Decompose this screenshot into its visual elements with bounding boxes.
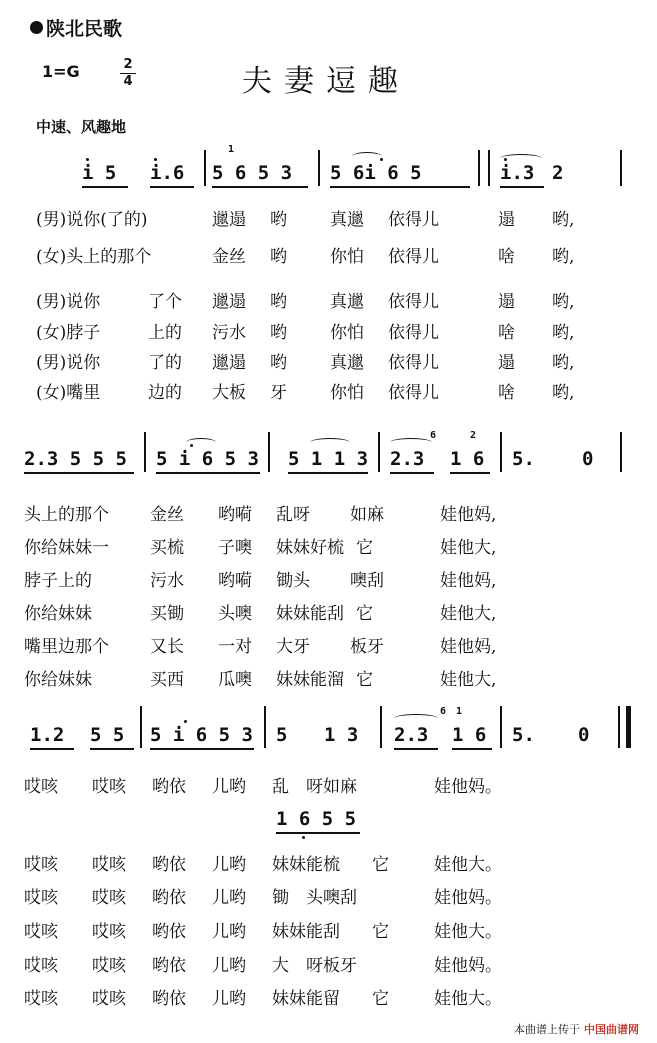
lyric-word: 哎咳 (92, 888, 126, 908)
bar-line (140, 706, 142, 748)
lyric-word: 遢 (498, 210, 515, 230)
high-dot (86, 158, 89, 161)
lyric-word: 妹妹能刮 (272, 922, 340, 942)
lyric-word: 它 (372, 922, 389, 942)
bar-line (620, 432, 622, 472)
lyric-word: 哟 (270, 323, 287, 343)
lyric-word: 哟, (552, 383, 575, 403)
lyric-word: 哎咳 (24, 956, 58, 976)
lyric-word: 又长 (150, 637, 184, 657)
lyric-word: 它 (356, 670, 373, 690)
lyric-word: 它 (356, 538, 373, 558)
notation-measure: 5 1 1 3 (288, 448, 369, 470)
lyric-word: 啥 (498, 383, 515, 403)
lyric-word: 买西 (150, 670, 184, 690)
underline (288, 472, 368, 474)
lyric-word: 娃他妈。 (434, 956, 502, 976)
lyric-word: 一对 (218, 637, 252, 657)
underline (394, 748, 438, 750)
notation-measure: 5 6 5 3 (212, 162, 293, 184)
lyric-word: 了个 (148, 292, 182, 312)
bar-line (144, 432, 146, 472)
notation-measure: i.6 (150, 162, 185, 184)
lyric-word: 娃他妈。 (434, 888, 502, 908)
notation-measure: i 5 (82, 162, 117, 184)
notation-line-2 (0, 432, 657, 476)
lyric-word: 邋遢 (212, 292, 246, 312)
lyric-word: 哟, (552, 323, 575, 343)
lyric-word: 依得儿 (388, 210, 439, 230)
lyric-word: 你怕 (330, 383, 364, 403)
lyric-word: 啥 (498, 247, 515, 267)
lyric-word: 你怕 (330, 323, 364, 343)
lyric-word: (女)嘴里 (36, 383, 101, 403)
notation-measure: 1.2 (30, 724, 65, 746)
lyric-word: 哎咳 (24, 777, 58, 797)
lyric-word: 如麻 (350, 505, 384, 525)
lyric-word: 娃他大。 (434, 855, 502, 875)
bar-line (264, 706, 266, 748)
lyric-word: 儿哟 (212, 888, 246, 908)
lyric-word: 妹妹能留 (272, 989, 340, 1009)
lyric-word: 儿哟 (212, 855, 246, 875)
lyric-word: 它 (372, 855, 389, 875)
lyric-word: 娃他大, (440, 604, 497, 624)
lyric-word: 它 (372, 989, 389, 1009)
lyric-word: 哎咳 (92, 922, 126, 942)
lyric-word: 遢 (498, 353, 515, 373)
lyric-word: 邋遢 (212, 353, 246, 373)
lyric-word: 哎咳 (24, 922, 58, 942)
lyric-word: 头上的那个 (24, 505, 109, 525)
lyric-word: 哎咳 (92, 989, 126, 1009)
lyric-word: 牙 (270, 383, 287, 403)
lyric-word: 哟, (552, 247, 575, 267)
bar-line (618, 706, 620, 748)
underline (330, 186, 470, 188)
slur (352, 152, 382, 161)
notation-measure: 2.3 (394, 724, 429, 746)
notation-measure: 2.3 (390, 448, 425, 470)
lyric-word: 娃他妈。 (434, 777, 502, 797)
song-origin: 陕北民歌 (30, 14, 122, 41)
lyric-word: 真邋 (330, 353, 364, 373)
lyric-word: 边的 (148, 383, 182, 403)
notation-measure: 0 (578, 724, 590, 746)
lyric-word: 你给妹妹 (24, 604, 92, 624)
lyric-word: 儿哟 (212, 777, 246, 797)
lyric-word: 脖子上的 (24, 571, 92, 591)
lyric-word: 邋遢 (212, 210, 246, 230)
lyric-word: 哟 (270, 353, 287, 373)
underline (90, 748, 134, 750)
lyric-word: 哟依 (152, 989, 186, 1009)
notation-line-3 (0, 706, 657, 752)
lyric-word: 妹妹能梳 (272, 855, 340, 875)
notation-line-1 (0, 144, 657, 190)
notation-measure: 1 6 5 5 (276, 808, 357, 830)
underline (276, 832, 360, 834)
lyric-word: 哎咳 (92, 956, 126, 976)
notation-measure: 5 i 6 5 3 (150, 724, 253, 746)
lyric-word: 哎咳 (24, 855, 58, 875)
lyric-word: 哟 (270, 210, 287, 230)
lyric-word: 你怕 (330, 247, 364, 267)
time-signature: 2 4 (120, 58, 136, 89)
tempo-marking: 中速、风趣地 (36, 118, 127, 136)
lyric-word: 哟依 (152, 922, 186, 942)
lyric-word: 呀如麻 (306, 777, 357, 797)
lyric-word: 哎咳 (24, 989, 58, 1009)
lyric-word: 娃他妈, (440, 571, 497, 591)
lyric-word: 金丝 (150, 505, 184, 525)
lyric-word: (男)说你 (36, 292, 101, 312)
lyric-word: 买梳 (150, 538, 184, 558)
lyric-word: (女)脖子 (36, 323, 101, 343)
final-bar-line (626, 706, 631, 748)
underline (150, 748, 254, 750)
lyric-word: 乱呀 (276, 505, 310, 525)
lyric-word: 哎咳 (92, 855, 126, 875)
notation-measure: 5 6i 6 5 (330, 162, 422, 184)
lyric-word: 儿哟 (212, 922, 246, 942)
lyric-word: 哟嗬 (218, 505, 252, 525)
lyric-word: 依得儿 (388, 247, 439, 267)
lyric-word: 哟, (552, 292, 575, 312)
lyric-word: 锄头 (276, 571, 310, 591)
lyric-word: 妹妹能溜 (276, 670, 344, 690)
lyric-word: (男)说你(了的) (36, 210, 148, 230)
lyric-word: 污水 (212, 323, 246, 343)
notation-measure: 2 (552, 162, 564, 184)
lyric-word: 儿哟 (212, 989, 246, 1009)
notation-measure: 1 6 (452, 724, 487, 746)
underline (500, 186, 544, 188)
underline (24, 472, 134, 474)
lyric-word: 嘴里边那个 (24, 637, 109, 657)
bar-line (378, 432, 380, 472)
bar-line (488, 150, 490, 186)
lyric-word: (女)头上的那个 (36, 247, 152, 267)
watermark-text: 本曲谱上传于 (514, 1023, 580, 1036)
lyric-word: 板牙 (350, 637, 384, 657)
grace-note: 2 (470, 430, 477, 441)
notation-measure: 0 (582, 448, 594, 470)
lyric-word: 真邋 (330, 292, 364, 312)
lyric-word: 娃他妈, (440, 505, 497, 525)
key-signature: 1=G (42, 62, 80, 81)
lyric-word: 头噢刮 (306, 888, 357, 908)
slur (186, 438, 216, 447)
song-title: 夫妻逗趣 (242, 64, 410, 99)
bar-line (620, 150, 622, 186)
bar-line (318, 150, 320, 186)
high-dot (154, 158, 157, 161)
underline (150, 186, 194, 188)
lyric-word: 子噢 (218, 538, 252, 558)
lyric-word: 乱 (272, 777, 289, 797)
lyric-word: 头噢 (218, 604, 252, 624)
bar-line (500, 706, 502, 748)
grace-note: 1 (228, 144, 235, 155)
bar-line (478, 150, 480, 186)
lyric-word: 哟依 (152, 888, 186, 908)
watermark-brand: 中国曲谱网 (584, 1023, 639, 1036)
notation-measure: i.3 (500, 162, 535, 184)
lyric-word: 了的 (148, 353, 182, 373)
lyric-word: 大 (272, 956, 289, 976)
lyric-word: 娃他大, (440, 538, 497, 558)
underline (450, 472, 490, 474)
site-watermark (514, 1021, 639, 1037)
lyric-word: 娃他大, (440, 670, 497, 690)
lyric-word: 锄 (272, 888, 289, 908)
lyric-word: 儿哟 (212, 956, 246, 976)
lyric-word: 依得儿 (388, 323, 439, 343)
grace-note: 1 (456, 706, 463, 717)
lyric-word: 依得儿 (388, 292, 439, 312)
lyric-word: 噢刮 (350, 571, 384, 591)
lyric-word: 你给妹妹 (24, 670, 92, 690)
lyric-word: 哟嗬 (218, 571, 252, 591)
lyric-word: 瓜噢 (218, 670, 252, 690)
underline (390, 472, 434, 474)
slur (394, 714, 438, 723)
grace-note: 6 (430, 430, 437, 441)
bullet-icon (30, 21, 43, 34)
lyric-word: 啥 (498, 323, 515, 343)
notation-measure: 2.3 5 5 5 (24, 448, 127, 470)
lyric-word: 哟, (552, 353, 575, 373)
slur (310, 438, 350, 447)
lyric-word: 娃他大。 (434, 922, 502, 942)
lyric-word: 污水 (150, 571, 184, 591)
notation-measure: 5 i 6 5 3 (156, 448, 259, 470)
lyric-word: 哟 (270, 247, 287, 267)
alt-notation (0, 806, 657, 840)
lyric-word: 哟依 (152, 777, 186, 797)
lyric-word: (男)说你 (36, 353, 101, 373)
notation-measure: 1 3 (324, 724, 359, 746)
lyric-word: 哟, (552, 210, 575, 230)
lyric-word: 真邋 (330, 210, 364, 230)
lyric-word: 哎咳 (92, 777, 126, 797)
lyric-word: 哎咳 (24, 888, 58, 908)
bar-line (500, 432, 502, 472)
bar-line (380, 706, 382, 748)
lyric-word: 买锄 (150, 604, 184, 624)
lyric-word: 妹妹好梳 (276, 538, 344, 558)
bar-line (268, 432, 270, 472)
lyric-word: 哟依 (152, 956, 186, 976)
lyric-word: 依得儿 (388, 353, 439, 373)
grace-note: 6 (440, 706, 447, 717)
lyric-word: 大板 (212, 383, 246, 403)
lyric-word: 依得儿 (388, 383, 439, 403)
high-dot (184, 720, 187, 723)
underline (452, 748, 492, 750)
notation-measure: 1 6 (450, 448, 485, 470)
lyric-word: 上的 (148, 323, 182, 343)
notation-measure: 5. (512, 724, 535, 746)
low-dot (302, 836, 305, 839)
lyric-word: 哟 (270, 292, 287, 312)
lyric-word: 金丝 (212, 247, 246, 267)
notation-measure: 5 5 (90, 724, 125, 746)
underline (30, 748, 74, 750)
lyric-word: 它 (356, 604, 373, 624)
notation-measure: 5. (512, 448, 535, 470)
bar-line (204, 150, 206, 186)
slur (500, 154, 542, 163)
lyric-word: 娃他大。 (434, 989, 502, 1009)
notation-measure: 5 (276, 724, 288, 746)
underline (82, 186, 128, 188)
lyric-word: 妹妹能刮 (276, 604, 344, 624)
underline (212, 186, 308, 188)
lyric-word: 哟依 (152, 855, 186, 875)
lyric-word: 遢 (498, 292, 515, 312)
lyric-word: 娃他妈, (440, 637, 497, 657)
slur (390, 438, 432, 447)
lyric-word: 大牙 (276, 637, 310, 657)
underline (156, 472, 260, 474)
lyric-word: 呀板牙 (306, 956, 357, 976)
lyric-word: 你给妹妹一 (24, 538, 109, 558)
